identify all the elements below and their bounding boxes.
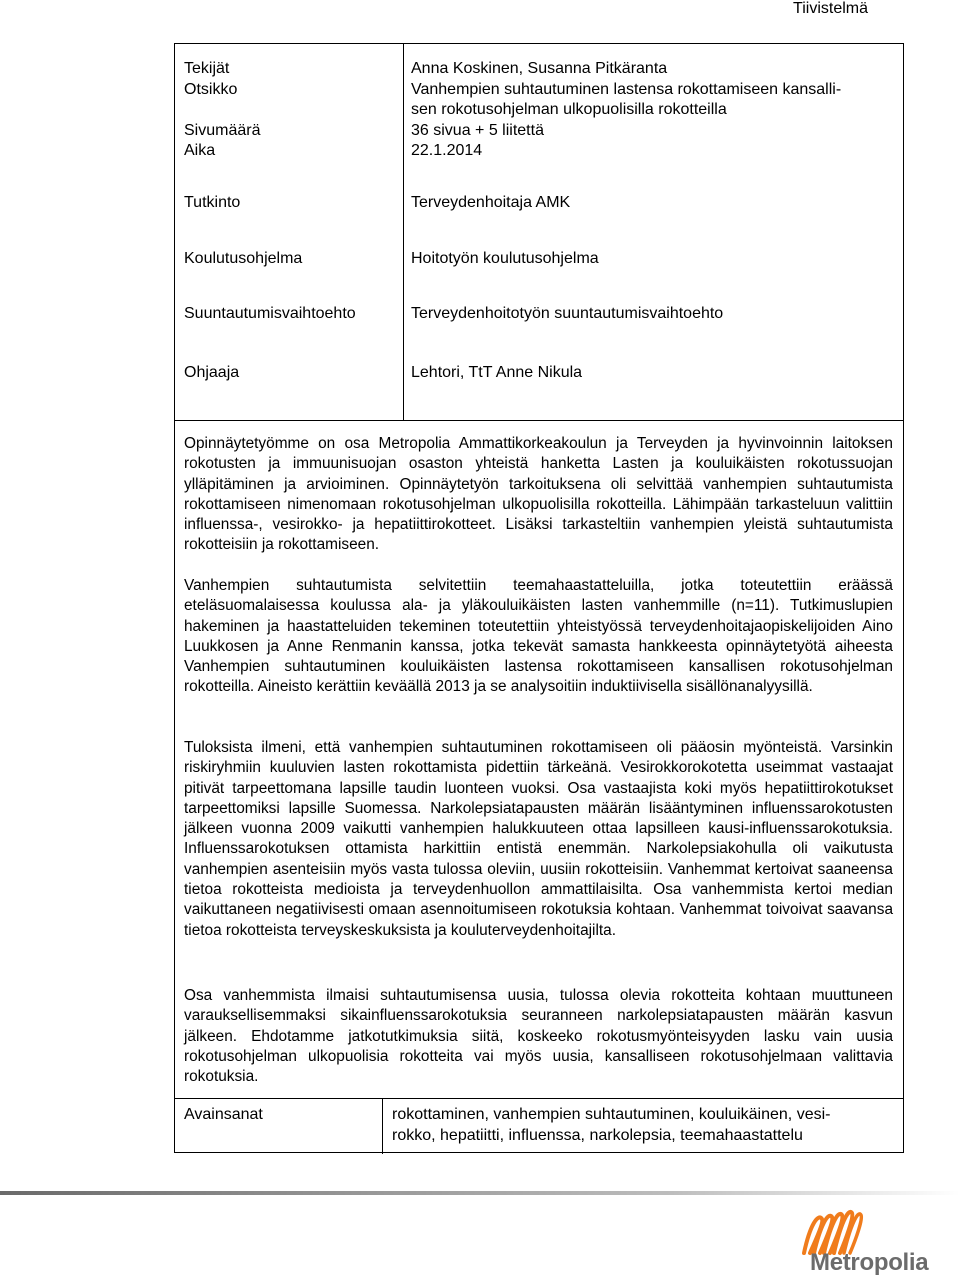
abstract-form [174,43,904,1153]
abstract-paragraph-1: Opinnäytetyömme on osa Metropolia Ammattikorkeakoulun ja Terveyden ja hyvinvoinnin laitoksen rokotusten ja immuunisuojan osaston yhteistä hanketta Lasten ja kouluikäisten rokotussuojan ylläpitäminen ja arvioiminen. Opinnäytetyön tarkoituksena oli selvittää vanhempien suhtautumista rokottamiseen nimenomaan rokotusohjelman ulkopuolisilla rokotteilla. Lähimpään tarkasteluun valittiin influenssa-, vesirokko- ja hepatiittirokotteet. Lisäksi tarkasteltiin vanhempien yleistä suhtautumista rokotteisiin ja rokottamiseen. [184,435,893,554]
value-tutkinto: Terveydenhoitaja AMK [411,194,571,211]
label-sivumaara: Sivumäärä [184,121,261,139]
value-tekijat: Anna Koskinen, Susanna Pitkäranta [411,60,668,77]
column-divider [382,1098,383,1154]
value-otsikko-line2: sen rokotusohjelman ulkopuolisilla rokotteilla [411,101,727,118]
label-suuntautumisvaihtoehto: Suuntautumisvaihtoehto [184,305,356,322]
keywords-line-2: rokko, hepatiitti, influenssa, narkolepsia, teemahaastattelu [392,1126,803,1144]
label-spacer [184,100,260,121]
row-divider [175,420,903,421]
value-avainsanat [392,1105,893,1146]
meta-values [411,59,893,162]
meta-labels [184,59,260,162]
page-header-title: Tiivistelmä [793,0,868,17]
label-aika: Aika [184,142,216,159]
column-divider [403,44,404,420]
row-divider [175,1098,903,1099]
footer-divider [0,1191,960,1195]
value-aika: 22.1.2014 [411,142,483,159]
label-ohjaaja: Ohjaaja [184,364,240,381]
label-koulutusohjelma: Koulutusohjelma [184,250,303,267]
abstract-paragraph-2: Vanhempien suhtautumista selvitettiin teemahaastatteluilla, jotka toteutettiin eräässä eteläsuomalaisessa koulussa ala- ja yläkouluikäisten lasten vanhemmille (n=11). Tutkimuslupien hakeminen ja haastatteluiden tekeminen toteutettiin yhteistyössä terveydenhoitajaopiskelijoiden Aino Luukkosen ja Anne Renmanin kanssa, jotka tekevät samasta hankkeesta opinnäytetyötä aiheesta Vanhempien suhtautuminen kouluikäisten lastensa rokottamiseen kansallisen rokotusohjelman rokotteilla. Aineisto kerättiin keväällä 2013 ja se analysoitiin induktiivisella sisällönanalyysillä. [184,577,893,696]
value-ohjaaja: Lehtori, TtT Anne Nikula [411,364,583,381]
abstract-paragraph-3: Tuloksista ilmeni, että vanhempien suhtautuminen rokottamiseen oli pääosin myönteistä. Varsinkin riskiryhmiin kuuluvien lasten rokottamista pidettiin tärkeänä. Vesirokkorokotetta useimmat vastaajat pitivät tarpeettomana lapsille taudin luonteen vuoksi. Osa vastaajista koki myös hepatiittirokotukset tarpeettomiksi lapsille Suomessa. Narkolepsiatapausten määrän lisääntyminen influenssarokotusten jälkeen vuonna 2009 vaikutti vanhempien halukkuuteen ottaa lapsilleen kausi-influenssarokotuksia. Influenssarokotuksen ottamista harkittiin entistä enemmän. Narkolepsiakohulla oli vaikutusta vanhempien asenteisiin myös vasta tulossa oleviin, uusiin rokotteisiin. Vanhemmat kertoivat saaneensa tietoa rokotteista medioista ja terveydenhuollon ammattilaisilta. Osa vanhemmista kertoi median vaikuttaneen negatiivisesti omaan asennoitumiseen rokotuksia kohtaan. Vanhemmat toivoivat saavansa tietoa rokotteista terveyskeskuksista ja kouluterveydenhoitajilta. [184,739,893,939]
label-avainsanat: Avainsanat [184,1106,263,1123]
value-sivumaara: 36 sivua + 5 liitettä [411,121,544,139]
keywords-line-1: rokottaminen, vanhempien suhtautuminen, kouluikäinen, vesi- [392,1106,831,1123]
label-tutkinto: Tutkinto [184,194,241,211]
label-tekijat: Tekijät [184,60,230,77]
label-otsikko: Otsikko [184,80,238,98]
value-suuntautumisvaihtoehto: Terveydenhoitotyön suuntautumisvaihtoehto [411,305,724,322]
metropolia-logo-text: Metropolia [810,1249,929,1276]
value-koulutusohjelma: Hoitotyön koulutusohjelma [411,250,599,267]
value-otsikko-line1: Vanhempien suhtautuminen lastensa rokottamiseen kansalli- [411,80,842,98]
abstract-paragraph-4: Osa vanhemmista ilmaisi suhtautumisensa uusia, tulossa olevia rokotteita kohtaan muuttuneen varauksellisemmaksi sikainfluenssarokotuksia seuranneen narkolepsiatapausten määrän kasvun jälkeen. Ehdotamme jatkotutkimuksia siitä, koskeeko rokotusmyönteisyyden lasku vain uusia rokotusohjelman ulkopuolisia rokotteita vai myös uusia, kansalliseen rokotusohjelmaan valittavia rokotuksia. [184,987,893,1086]
